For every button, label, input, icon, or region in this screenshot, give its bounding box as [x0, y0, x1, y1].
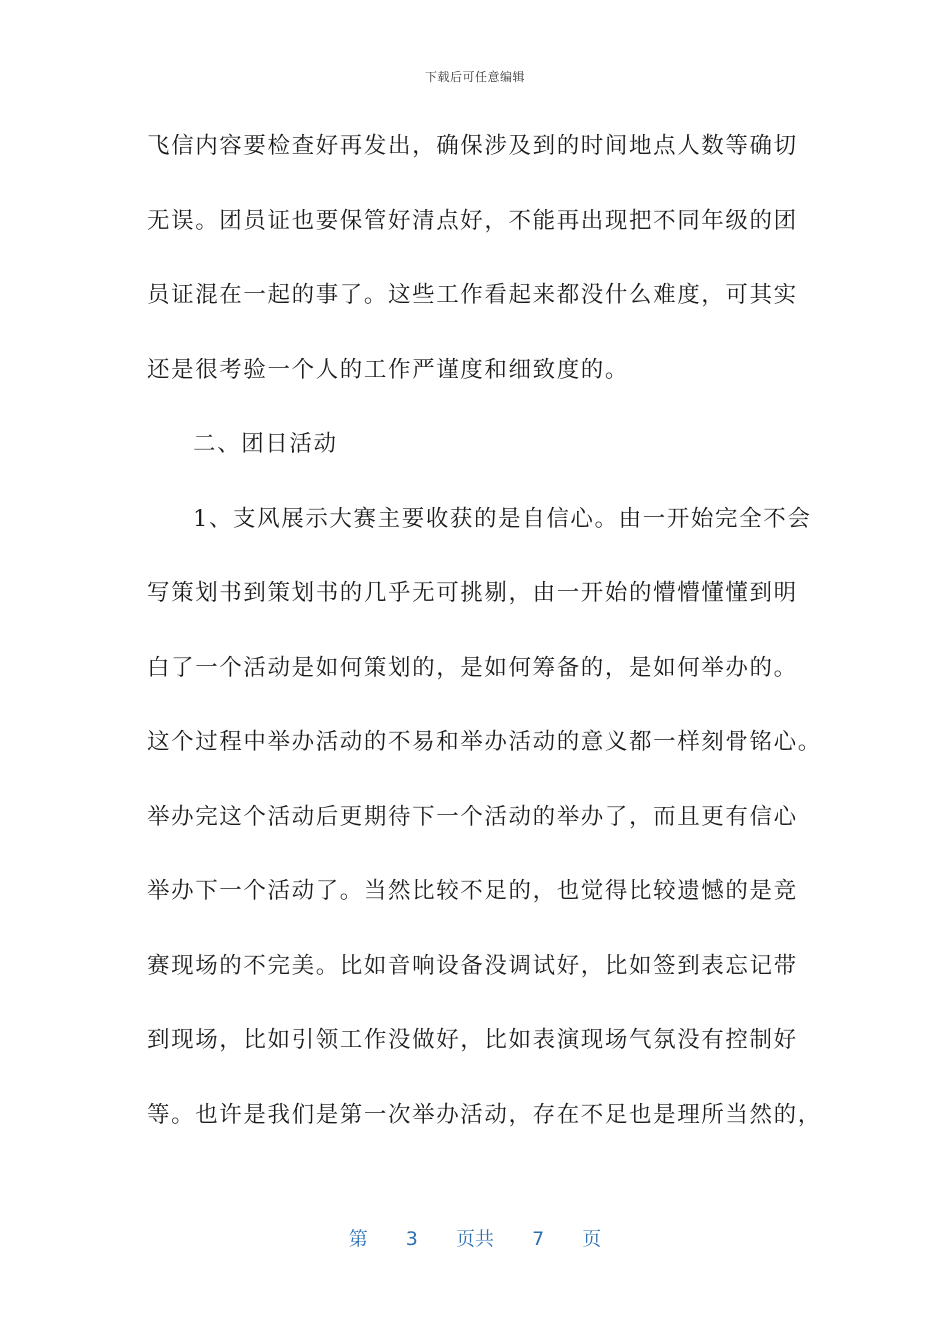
body-line-3: 员证混在一起的事了。这些工作看起来都没什么难度，可其实 [147, 282, 798, 308]
footer-suffix: 页 [582, 1228, 602, 1250]
body-line-11: 举办下一个活动了。当然比较不足的，也觉得比较遗憾的是竞 [147, 878, 798, 904]
footer-total-pages: 7 [532, 1228, 545, 1250]
body-line-2: 无误。团员证也要保管好清点好，不能再出现把不同年级的团 [147, 207, 798, 234]
body-line-1: 飞信内容要检查好再发出，确保涉及到的时间地点人数等确切 [147, 133, 798, 159]
footer-middle: 页共 [455, 1228, 494, 1250]
paragraph-start-line: 1、支风展示大赛主要收获的是自信心。由一开始完全不会 [193, 505, 812, 532]
body-line-13: 到现场，比如引领工作没做好，比如表演现场气氛没有控制好 [147, 1027, 798, 1053]
body-line-9: 这个过程中举办活动的不易和举办活动的意义都一样刻骨铭心。 [147, 729, 822, 755]
section-heading: 二、团日活动 [193, 431, 338, 457]
document-body [147, 122, 822, 1165]
body-line-8: 白了一个活动是如何策划的，是如何筹备的，是如何举办的。 [147, 654, 798, 681]
body-line-4: 还是很考验一个人的工作严谨度和细致度的。 [147, 356, 630, 383]
body-line-12: 赛现场的不完美。比如音响设备没调试好，比如签到表忘记带 [147, 952, 798, 979]
body-line-10: 举办完这个活动后更期待下一个活动的举办了，而且更有信心 [147, 803, 798, 830]
body-line-14: 等。也许是我们是第一次举办活动，存在不足也是理所当然的， [147, 1101, 822, 1128]
body-line-7: 写策划书到策划书的几乎无可挑剔，由一开始的懵懵懂懂到明 [147, 580, 798, 606]
footer-current-page: 3 [405, 1228, 418, 1250]
footer-prefix: 第 [348, 1228, 368, 1250]
page-header: 下载后可任意编辑 [424, 70, 525, 84]
page-footer [0, 1224, 950, 1251]
